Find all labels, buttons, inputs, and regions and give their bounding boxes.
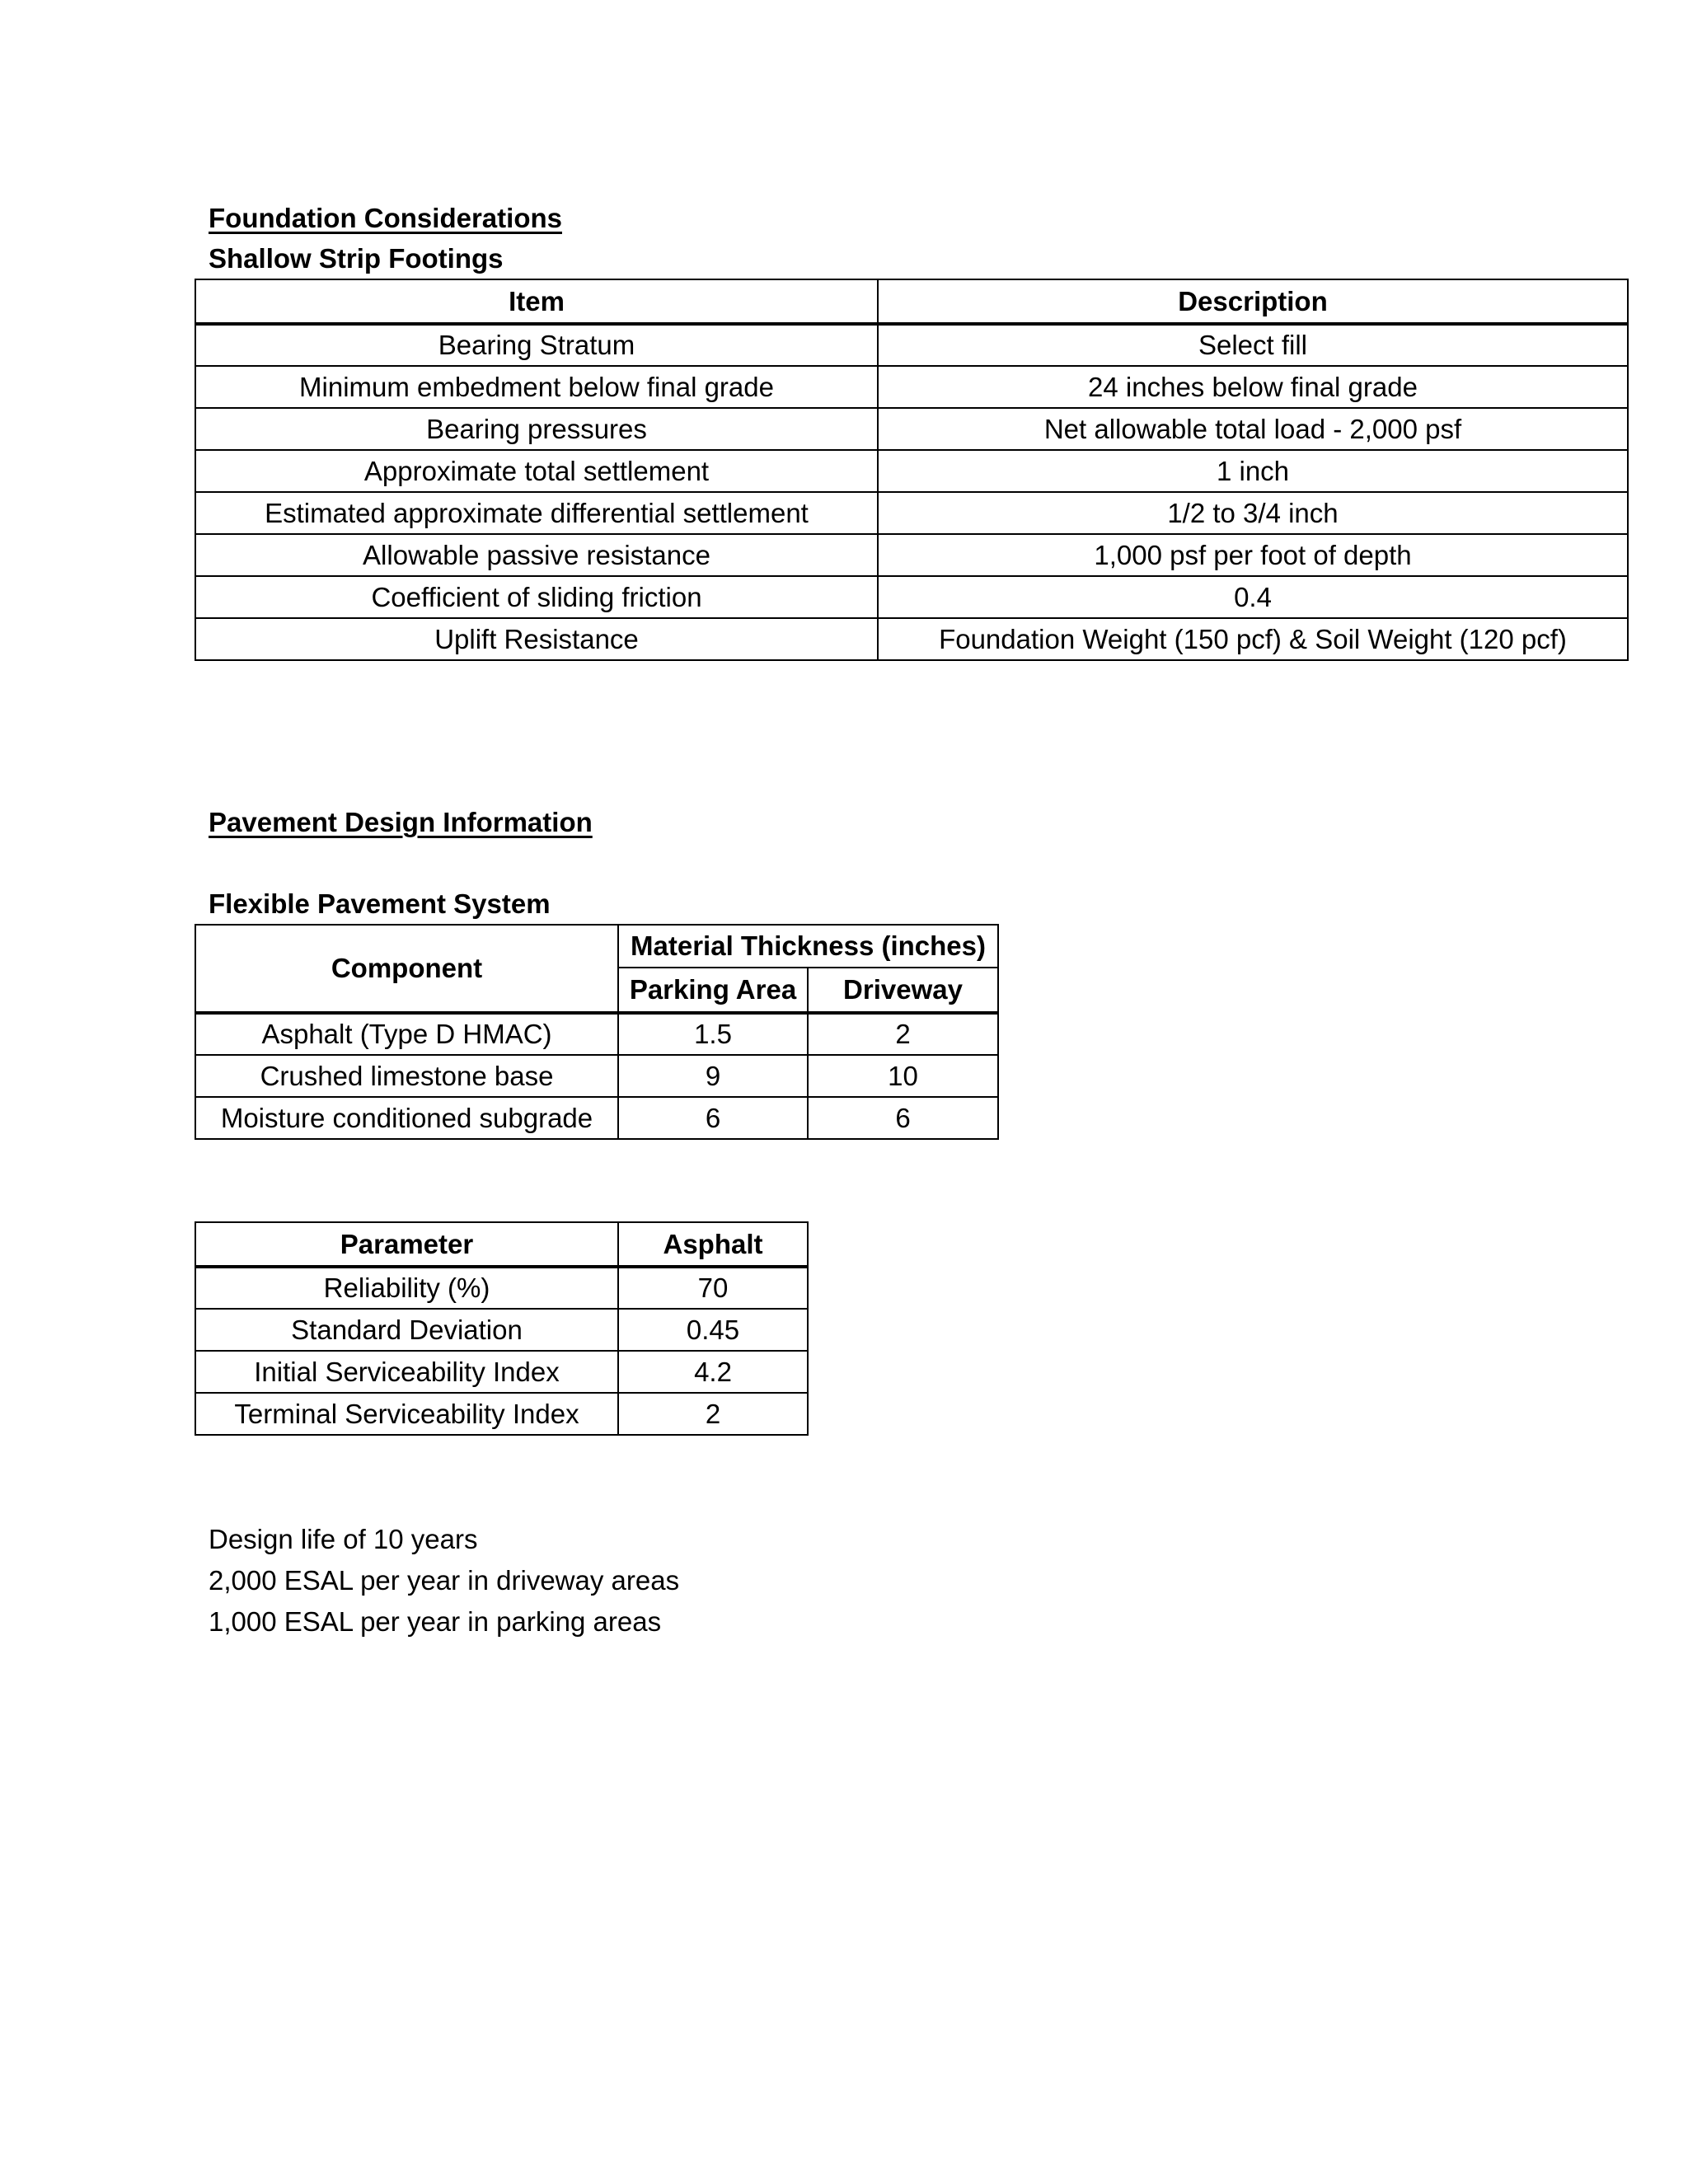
description-cell: Net allowable total load - 2,000 psf bbox=[878, 408, 1628, 450]
component-cell: Moisture conditioned subgrade bbox=[195, 1097, 618, 1139]
table-row bbox=[195, 366, 1628, 408]
table-row bbox=[195, 1351, 808, 1393]
table-header-row bbox=[195, 279, 1628, 324]
table-row bbox=[195, 492, 1628, 534]
item-cell: Approximate total settlement bbox=[195, 450, 878, 492]
table-row bbox=[195, 1013, 998, 1055]
parking-area-cell: 1.5 bbox=[618, 1013, 808, 1055]
column-header-description: Description bbox=[878, 279, 1628, 324]
item-cell: Minimum embedment below final grade bbox=[195, 366, 878, 408]
table-row bbox=[195, 1393, 808, 1435]
description-cell: Foundation Weight (150 pcf) & Soil Weight (120 pcf) bbox=[878, 618, 1628, 660]
table-row bbox=[195, 534, 1628, 576]
table-row bbox=[195, 576, 1628, 618]
item-cell: Coefficient of sliding friction bbox=[195, 576, 878, 618]
item-cell: Estimated approximate differential settlement bbox=[195, 492, 878, 534]
component-cell: Crushed limestone base bbox=[195, 1055, 618, 1097]
foundation-table bbox=[195, 279, 1629, 661]
table-header-row bbox=[195, 1222, 808, 1267]
note-driveway-esal: 2,000 ESAL per year in driveway areas bbox=[209, 1565, 680, 1596]
description-cell: 0.4 bbox=[878, 576, 1628, 618]
column-header-driveway: Driveway bbox=[808, 968, 998, 1013]
table-row bbox=[195, 1267, 808, 1309]
foundation-subtitle: Shallow Strip Footings bbox=[209, 243, 504, 274]
description-cell: 1/2 to 3/4 inch bbox=[878, 492, 1628, 534]
description-cell: Select fill bbox=[878, 324, 1628, 366]
parking-area-cell: 9 bbox=[618, 1055, 808, 1097]
table-row bbox=[195, 408, 1628, 450]
item-cell: Allowable passive resistance bbox=[195, 534, 878, 576]
parameter-cell: Reliability (%) bbox=[195, 1267, 618, 1309]
parking-area-cell: 6 bbox=[618, 1097, 808, 1139]
table-row bbox=[195, 618, 1628, 660]
column-header-item: Item bbox=[195, 279, 878, 324]
table-row bbox=[195, 450, 1628, 492]
description-cell: 1 inch bbox=[878, 450, 1628, 492]
column-header-component: Component bbox=[195, 925, 618, 1013]
description-cell: 24 inches below final grade bbox=[878, 366, 1628, 408]
item-cell: Bearing pressures bbox=[195, 408, 878, 450]
table-row bbox=[195, 1309, 808, 1351]
parameter-cell: Initial Serviceability Index bbox=[195, 1351, 618, 1393]
driveway-cell: 2 bbox=[808, 1013, 998, 1055]
pavement-subtitle: Flexible Pavement System bbox=[209, 888, 551, 919]
description-cell: 1,000 psf per foot of depth bbox=[878, 534, 1628, 576]
column-header-parameter: Parameter bbox=[195, 1222, 618, 1267]
column-header-asphalt: Asphalt bbox=[618, 1222, 808, 1267]
column-header-parking-area: Parking Area bbox=[618, 968, 808, 1013]
note-design-life: Design life of 10 years bbox=[209, 1524, 478, 1554]
pavement-title: Pavement Design Information bbox=[209, 807, 593, 837]
parameter-cell: Terminal Serviceability Index bbox=[195, 1393, 618, 1435]
asphalt-cell: 2 bbox=[618, 1393, 808, 1435]
parameter-cell: Standard Deviation bbox=[195, 1309, 618, 1351]
item-cell: Bearing Stratum bbox=[195, 324, 878, 366]
asphalt-cell: 4.2 bbox=[618, 1351, 808, 1393]
table-row bbox=[195, 324, 1628, 366]
column-header-material-thickness: Material Thickness (inches) bbox=[618, 925, 998, 968]
asphalt-cell: 70 bbox=[618, 1267, 808, 1309]
parameter-table bbox=[195, 1221, 809, 1436]
driveway-cell: 6 bbox=[808, 1097, 998, 1139]
driveway-cell: 10 bbox=[808, 1055, 998, 1097]
flexible-pavement-table bbox=[195, 924, 999, 1140]
table-row bbox=[195, 1097, 998, 1139]
component-cell: Asphalt (Type D HMAC) bbox=[195, 1013, 618, 1055]
foundation-title: Foundation Considerations bbox=[209, 203, 562, 233]
asphalt-cell: 0.45 bbox=[618, 1309, 808, 1351]
table-row bbox=[195, 1055, 998, 1097]
table-header-row bbox=[195, 925, 998, 968]
note-parking-esal: 1,000 ESAL per year in parking areas bbox=[209, 1606, 662, 1637]
item-cell: Uplift Resistance bbox=[195, 618, 878, 660]
